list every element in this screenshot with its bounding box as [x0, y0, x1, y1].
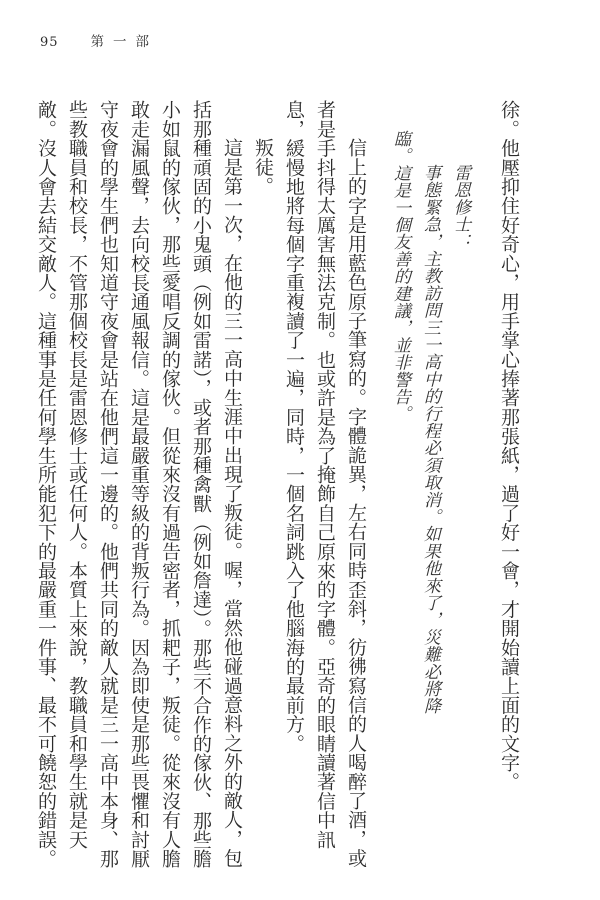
paragraph-continuation: 徐。他壓抑住好奇心，用手掌心捧著那張紙，過了好一會，才開始讀上面的文字。: [498, 100, 520, 792]
section-title: 第一部: [90, 34, 159, 50]
page-number: 95: [40, 35, 59, 50]
body-text: [32, 100, 524, 872]
running-head: [40, 30, 158, 50]
paragraph-traitor: 叛徒。: [252, 138, 274, 196]
paragraph-letter-description: 信上的字是用藍色原子筆寫的。字體詭異，左右同時歪斜，彷彿寫信的人喝醉了酒，或者是手抖得太厲害無法克制。也或許是為了掩飾自己原來的字體。亞奇的眼睛讀著信中訊息，緩慢地將每個字重複讀了一遍，同時，一個名詞跳入了他腦海的最前方。: [283, 100, 367, 868]
letter-block: [385, 100, 475, 872]
paragraph-reflection: 這是第一次，在他的三一高中生涯中出現了叛徒。喔，當然他碰過意料之外的敵人，包括那種頑固的小鬼頭（例如雷諾），或者那種禽獸（例如詹達）。那些不合作的傢伙、那些膽小如鼠的傢伙，那些愛唱反調的傢伙。但從來沒有過告密者，抓耙子，叛徒。從來沒有人膽敢走漏風聲，去向校長通風報信。這是最嚴重等級的背叛行為。因為即使是那些畏懼和討厭守夜會的學生們也知道守夜會是站在他們這一邊的。他們共同的敵人就是三一高中本身、那些教職員和校長，不管那個校長是雷恩修士或任何人。本質上來說，教職員和學生就是天敵。沒人會去結交敵人。這種事是任何學生所能犯下的最嚴重一件事、最不可饒恕的錯誤。: [35, 100, 243, 869]
letter-salutation: 雷恩修士：: [450, 164, 470, 250]
letter-body: 事態緊急，主教訪問三一高中的行程必須取消。如果他來了，災難必將降臨。這是一個友善的建議，並非警告。: [390, 130, 440, 715]
